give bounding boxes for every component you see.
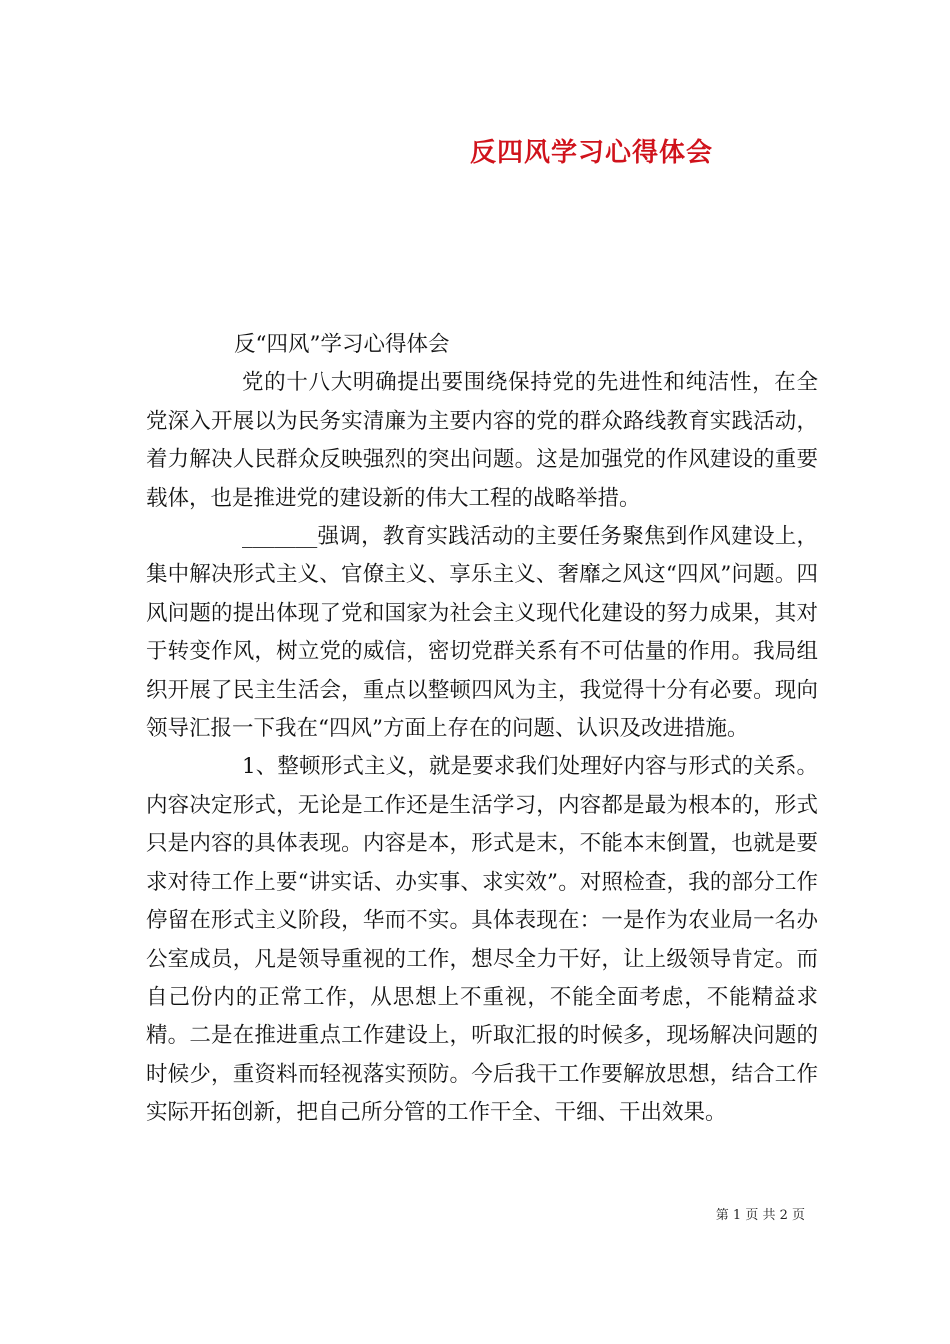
page-number: 第 1 页 共 2 页 — [715, 1208, 805, 1223]
paragraph-formalism: 1、整顿形式主义，就是要求我们处理好内容与形式的关系。内容决定形式，无论是工作还是生活学习，内容都是最为根本的，形式只是内容的具体表现。内容是本，形式是末，不能本末倒置，也就是要求对待工作上要“讲实话、办实事、求实效”。对照检查，我的部分工作停留在形式主义阶段，华而不实。具体表现在：一是作为农业局一名办公室成员，凡是领导重视的工作，想尽全力干好，让上级领导肯定。而自己份内的正常工作，从思想上不重视，不能全面考虑，不能精益求精。二是在推进重点工作建设上，听取汇报的时候多，现场解决问题的时候少，重资料而轻视落实预防。今后我干工作要解放思想，结合工作实际开拓创新，把自己所分管的工作干全、干细、干出效果。 — [146, 754, 818, 1126]
document-subtitle: 反“四风”学习心得体会 — [234, 332, 450, 357]
paragraph-intro: 党的十八大明确提出要围绕保持党的先进性和纯洁性，在全党深入开展以为民务实清廉为主要内容的党的群众路线教育实践活动，着力解决人民群众反映强烈的突出问题。这是加强党的作风建设的重要载体，也是推进党的建设新的伟大工程的战略举措。 — [146, 370, 818, 511]
paragraph-four-winds: _______强调，教育实践活动的主要任务聚焦到作风建设上，集中解决形式主义、官僚主义、享乐主义、奢靡之风这“四风”问题。四风问题的提出体现了党和国家为社会主义现代化建设的努力成果，其对于转变作风，树立党的威信，密切党群关系有不可估量的作用。我局组织开展了民主生活会，重点以整顿四风为主，我觉得十分有必要。现向领导汇报一下我在“四风”方面上存在的问题、认识及改进措施。 — [146, 524, 818, 742]
page-title: 反四风学习心得体会 — [470, 138, 714, 168]
document-body — [146, 326, 818, 1133]
